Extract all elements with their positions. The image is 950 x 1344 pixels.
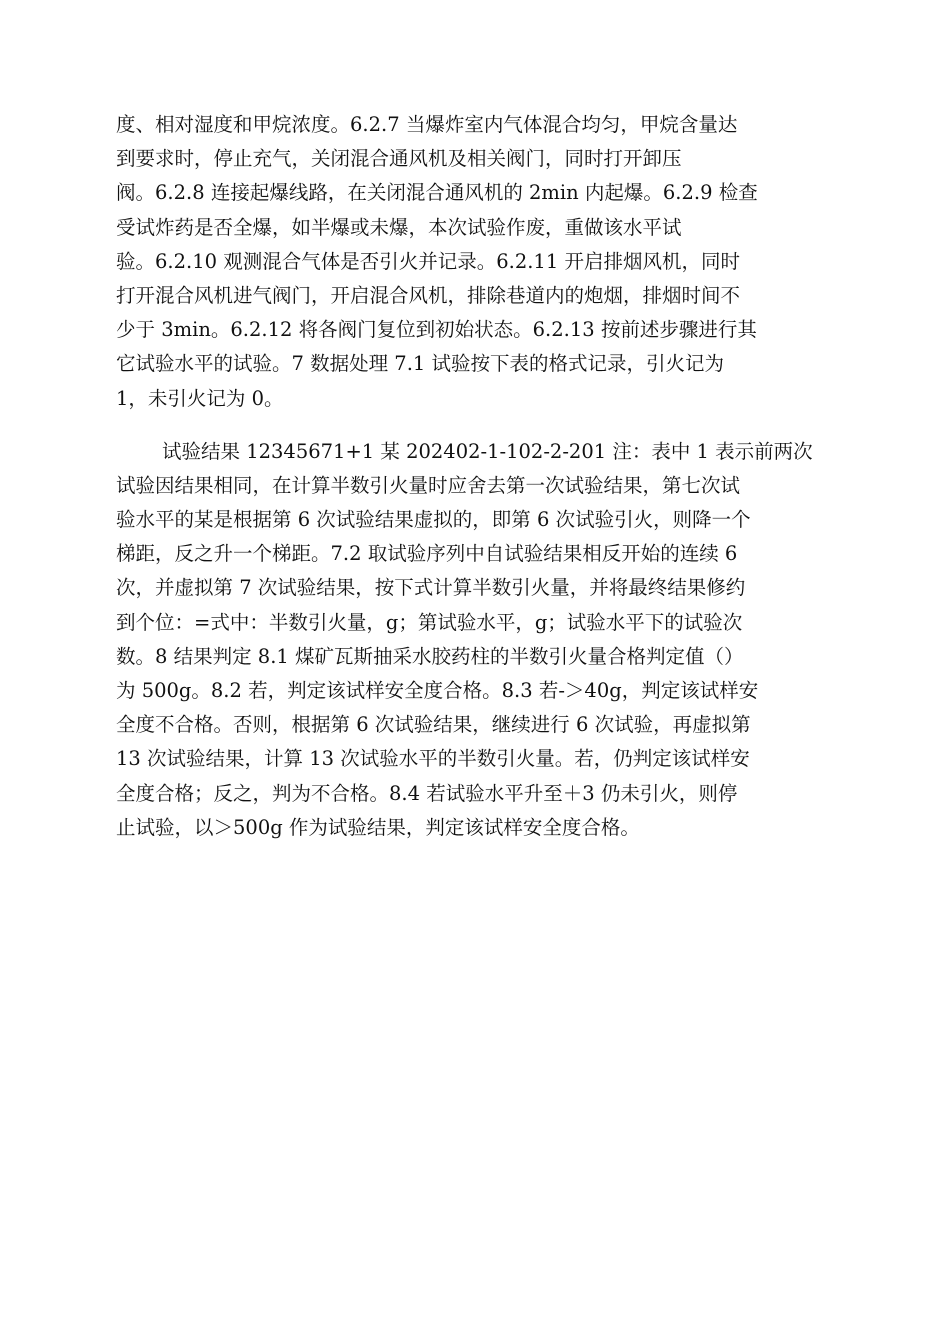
text-line: 验水平的某是根据第 6 次试验结果虚拟的，即第 6 次试验引火，则降一个 <box>116 508 751 532</box>
text-line: 为 500g。8.2 若，判定该试样安全度合格。8.3 若-＞40g，判定该试样安 <box>116 679 759 702</box>
text-line: 阀。6.2.8 连接起爆线路，在关闭混合通风机的 2min 内起爆。6.2.9 检查 <box>116 181 758 205</box>
text-line: 全度合格；反之，判为不合格。8.4 若试验水平升至＋3 仍未引火，则停 <box>116 781 738 805</box>
text-line: 13 次试验结果，计算 13 次试验水平的半数引火量。若，仍判定该试样安 <box>116 747 750 771</box>
text-line: 数。8 结果判定 8.1 煤矿瓦斯抽采水胶药柱的半数引火量合格判定值（） <box>116 644 744 668</box>
text-line: 止试验，以＞500g 作为试验结果，判定该试样安全度合格。 <box>116 815 640 839</box>
text-line: 它试验水平的试验。7 数据处理 7.1 试验按下表的格式记录，引火记为 <box>116 352 725 376</box>
text-line: 到个位：=式中：半数引火量，g；第试验水平，g；试验水平下的试验次 <box>116 610 743 634</box>
paragraph-spacer <box>116 416 832 435</box>
text-line: 到要求时，停止充气，关闭混合通风机及相关阀门，同时打开卸压 <box>116 147 682 171</box>
paragraph-results-and-judgement <box>116 435 832 845</box>
text-line: 打开混合风机进气阀门，开启混合风机，排除巷道内的炮烟，排烟时间不 <box>116 283 741 307</box>
text-line: 试验因结果相同，在计算半数引火量时应舍去第一次试验结果，第七次试 <box>116 473 741 497</box>
text-line: 验。6.2.10 观测混合气体是否引火并记录。6.2.11 开启排烟风机，同时 <box>116 249 740 273</box>
text-line: 度、相对湿度和甲烷浓度。6.2.7 当爆炸室内气体混合均匀，甲烷含量达 <box>116 113 738 136</box>
text-line: 受试炸药是否全爆，如半爆或未爆，本次试验作废，重做该水平试 <box>116 215 682 239</box>
text-line: 次，并虚拟第 7 次试验结果，按下式计算半数引火量，并将最终结果修约 <box>116 576 746 600</box>
document-body <box>116 108 832 845</box>
text-line: 1，未引火记为 0。 <box>116 386 284 410</box>
text-line-first: 试验结果 12345671+1 某 202402-1-102-2-201 注：表中 1 表示前两次 <box>162 439 813 463</box>
text-line: 全度不合格。否则，根据第 6 次试验结果，继续进行 6 次试验，再虚拟第 <box>116 713 751 737</box>
text-line: 少于 3min。6.2.12 将各阀门复位到初始状态。6.2.13 按前述步骤进行其 <box>116 318 757 342</box>
text-line: 梯距，反之升一个梯距。7.2 取试验序列中自试验结果相反开始的连续 6 <box>116 542 738 566</box>
paragraph-procedure-steps <box>116 108 832 416</box>
